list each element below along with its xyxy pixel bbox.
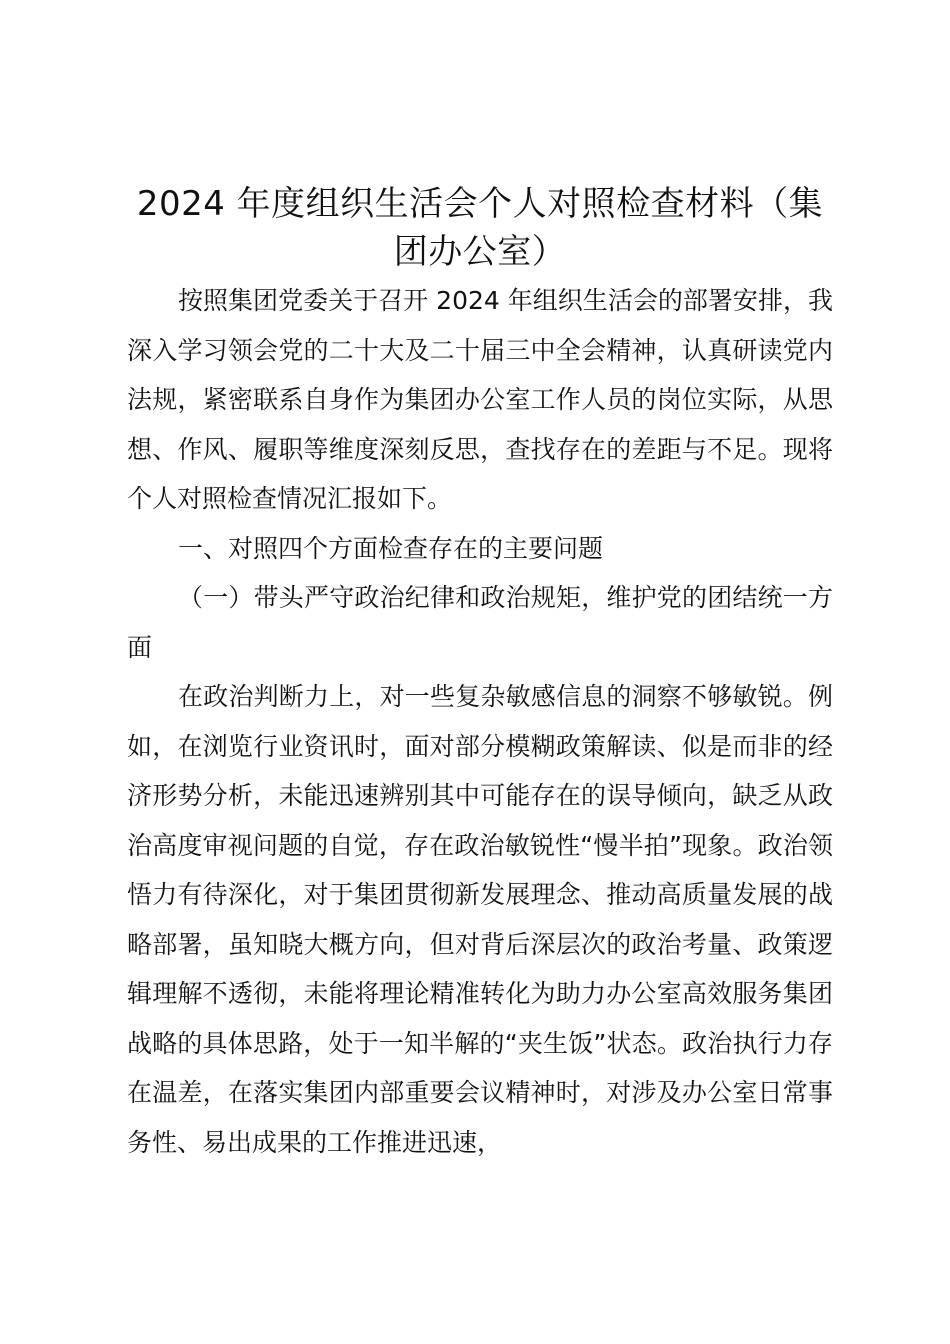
intro-paragraph: 按照集团党委关于召开 2024 年组织生活会的部署安排，我深入学习领会党的二十大及二十届三中全会精神，认真研读党内法规，紧密联系自身作为集团办公室工作人员的岗位实际，从思想、作风、履职等维度深刻反思，查找存在的差距与不足。现将个人对照检查情况汇报如下。	[127, 286, 833, 513]
section-heading: 一、对照四个方面检查存在的主要问题	[178, 533, 604, 563]
document-body	[127, 180, 833, 1167]
document-title: 2024 年度组织生活会个人对照检查材料（集团办公室）	[136, 184, 824, 272]
body-paragraph: 在政治判断力上，对一些复杂敏感信息的洞察不够敏锐。例如，在浏览行业资讯时，面对部分模糊政策解读、似是而非的经济形势分析，未能迅速辨别其中可能存在的误导倾向，缺乏从政治高度审视问题的自觉，存在政治敏锐性“慢半拍”现象。政治领悟力有待深化，对于集团贯彻新发展理念、推动高质量发展的战略部署，虽知晓大概方向，但对背后深层次的政治考量、政策逻辑理解不透彻，未能将理论精准转化为助力办公室高效服务集团战略的具体思路，处于一知半解的“夹生饭”状态。政治执行力存在温差，在落实集团内部重要会议精神时，对涉及办公室日常事务性、易出成果的工作推进迅速，	[127, 682, 833, 1157]
subsection-heading: （一）带头严守政治纪律和政治规矩，维护党的团结统一方面	[127, 583, 833, 662]
